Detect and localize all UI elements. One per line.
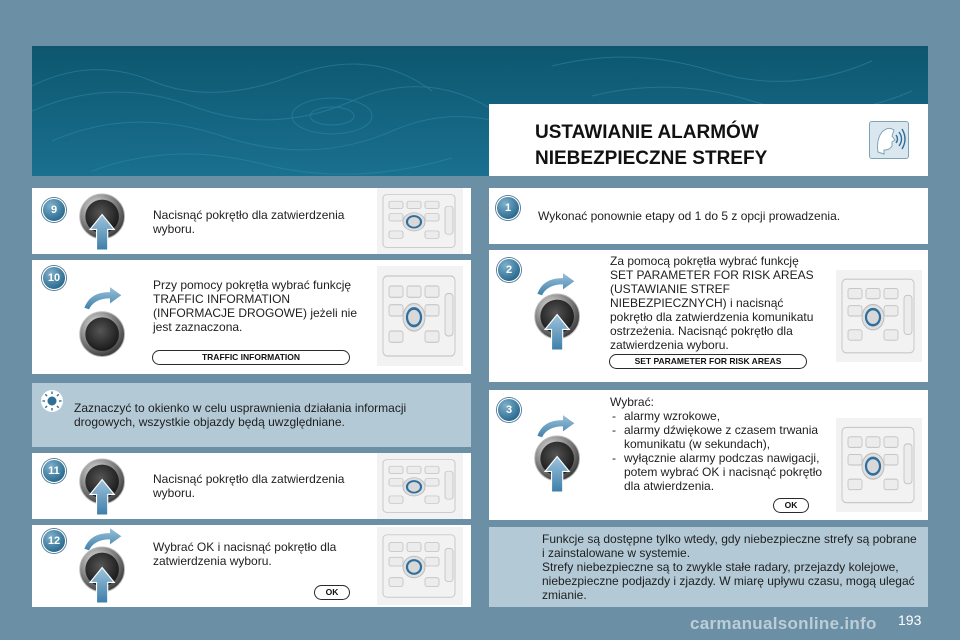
- tip-panel: [32, 383, 471, 447]
- title-box: [489, 104, 928, 176]
- note-text-1: Funkcje są dostępne tylko wtedy, gdy niebezpieczne strefy są pobrane i zainstalowane w systemie.: [542, 532, 917, 560]
- note-text-2: Strefy niebezpieczne są to zwykle stałe radary, przejazdy kolejowe, niebezpieczne podjazdy i zjazdy. W miarę upływu czasu, mogą ulegać zmianie.: [542, 560, 915, 602]
- list-item: - alarmy wzrokowe,: [610, 409, 832, 423]
- voice-command-icon: [869, 121, 909, 159]
- step-11-panel: [32, 453, 471, 519]
- step-number-badge: 11: [42, 459, 66, 483]
- radio-unit-illustration: [377, 266, 463, 366]
- radio-unit-illustration: [836, 270, 922, 362]
- step-12-panel: [32, 525, 471, 607]
- watermark: carmanualsonline.info: [690, 614, 877, 633]
- lightbulb-icon: [40, 389, 64, 413]
- step-number-badge: 3: [497, 398, 521, 422]
- step-10-panel: [32, 260, 471, 374]
- screen-label-ok: OK: [773, 498, 809, 513]
- list-item: - alarmy dźwiękowe z czasem trwania komunikatu (w sekundach),: [610, 423, 832, 451]
- screen-label-traffic-information: TRAFFIC INFORMATION: [152, 350, 350, 365]
- knob-press-icon: [531, 434, 587, 494]
- step-number-badge: 12: [42, 529, 66, 553]
- step-9-panel: [32, 188, 471, 254]
- knob-icon: [76, 306, 132, 366]
- knob-press-icon: [76, 192, 132, 252]
- screen-label-ok: OK: [314, 585, 350, 600]
- note-panel: [489, 527, 928, 607]
- step-number-badge: 10: [42, 266, 66, 290]
- step-9-text: Nacisnąć pokrętło dla zatwierdzenia wyboru.: [153, 208, 345, 236]
- note-text: [542, 532, 922, 602]
- step-3-panel: [489, 390, 928, 520]
- step-1-text: Wykonać ponownie etapy od 1 do 5 z opcji prowadzenia.: [538, 209, 841, 223]
- knob-press-icon: [531, 292, 587, 352]
- page-number: 193: [898, 612, 922, 628]
- step-10-text: Przy pomocy pokrętła wybrać funkcję TRAFFIC INFORMATION (INFORMACJE DROGOWE) jeżeli nie jest zaznaczona.: [153, 278, 358, 334]
- radio-unit-illustration: [836, 418, 922, 512]
- step-number-badge: 1: [496, 196, 520, 220]
- radio-unit-illustration: [377, 527, 463, 605]
- step-2-text: Za pomocą pokrętła wybrać funkcję SET PARAMETER FOR RISK AREAS (USTAWIANIE STREF NIEBEZPIECZNYCH) i nacisnąć pokrętło dla zatwierdzenia komunikatu ostrzeżenia. Nacisnąć pokrętło dla zatwierdzenia wyboru.: [610, 254, 814, 352]
- step-12-text: Wybrać OK i nacisnąć pokrętło dla zatwierdzenia wyboru.: [153, 540, 337, 568]
- step-3-options: [610, 409, 832, 493]
- knob-press-icon: [76, 457, 132, 517]
- page-title: USTAWIANIE ALARMÓW NIEBEZPIECZNE STREFY: [535, 122, 768, 169]
- list-item: - wyłącznie alarmy podczas nawigacji, potem wybrać OK i nacisnąć pokrętło dla atwierdzenia.: [610, 451, 832, 493]
- step-3-text: [610, 395, 832, 493]
- radio-unit-illustration: [377, 453, 463, 519]
- step-3-intro: Wybrać:: [610, 395, 654, 409]
- step-number-badge: 9: [42, 198, 66, 222]
- step-number-badge: 2: [497, 258, 521, 282]
- knob-press-icon: [76, 545, 132, 605]
- step-2-panel: [489, 250, 928, 382]
- radio-unit-illustration: [377, 188, 463, 254]
- step-11-text: Nacisnąć pokrętło dla zatwierdzenia wyboru.: [153, 472, 345, 500]
- screen-label-set-parameter: SET PARAMETER FOR RISK AREAS: [609, 354, 807, 369]
- step-1-panel: [489, 188, 928, 244]
- tip-text: Zaznaczyć to okienko w celu usprawnienia działania informacji drogowych, wszystkie objazdy będą uwzględniane.: [74, 401, 407, 429]
